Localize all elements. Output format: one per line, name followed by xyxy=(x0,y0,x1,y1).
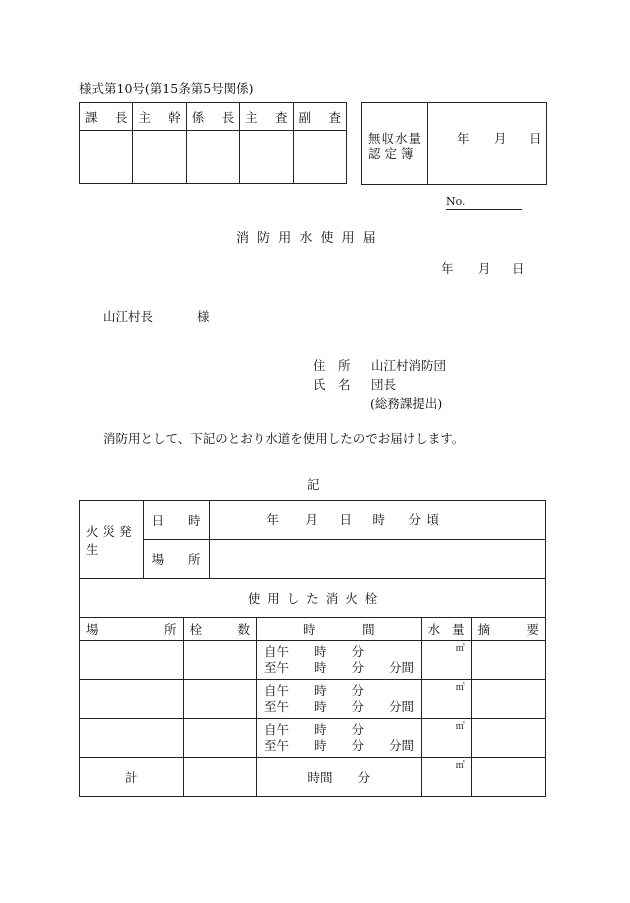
approval-header-kacho: 課 長 xyxy=(80,103,133,131)
table-row xyxy=(80,719,546,758)
row-time-from: 自午 時 分 xyxy=(263,644,364,659)
cubic-meter-unit: ㎥ xyxy=(455,644,465,654)
sender-address-label: 住 所 xyxy=(313,358,351,373)
row-time-to: 至午 時 分 分間 xyxy=(263,738,414,753)
form-number: 様式第10号(第15条第5号関係) xyxy=(79,81,254,96)
cubic-meter-unit: ㎥ xyxy=(455,683,465,693)
approval-header-kakaricho: 係 長 xyxy=(186,103,239,131)
fire-month-unit: 月 xyxy=(305,512,319,527)
fire-day-unit: 日 xyxy=(339,512,353,527)
register-year: 年 xyxy=(457,131,470,146)
row-remarks-cell[interactable] xyxy=(471,641,545,680)
row-place-cell[interactable] xyxy=(80,719,184,758)
stamp-cell[interactable] xyxy=(133,131,186,184)
fire-datetime-field[interactable] xyxy=(209,501,546,540)
document-number-field[interactable] xyxy=(446,195,522,210)
stamp-cell[interactable] xyxy=(80,131,133,184)
fire-water-usage-table xyxy=(79,500,546,797)
date-year: 年 xyxy=(441,261,454,276)
fire-place-label: 場 所 xyxy=(143,540,209,579)
register-day: 日 xyxy=(529,131,542,146)
fire-datetime-label: 日 時 xyxy=(143,501,209,540)
stamp-cell[interactable] xyxy=(240,131,293,184)
row-remarks-cell[interactable] xyxy=(471,680,545,719)
row-water-cell[interactable] xyxy=(421,641,471,680)
sender-address-value: 山江村消防団 xyxy=(371,358,447,373)
fire-place-field[interactable] xyxy=(209,540,546,579)
fire-hour-unit: 時 xyxy=(372,512,386,527)
column-time: 時 間 xyxy=(256,618,421,641)
total-row xyxy=(80,758,546,797)
row-remarks-cell[interactable] xyxy=(471,719,545,758)
approval-header-fukusa: 副 査 xyxy=(293,103,346,131)
stamp-cell[interactable] xyxy=(293,131,346,184)
row-water-cell[interactable] xyxy=(421,719,471,758)
stamp-cell[interactable] xyxy=(186,131,239,184)
approval-header-shukan: 主 幹 xyxy=(133,103,186,131)
row-water-cell[interactable] xyxy=(421,680,471,719)
fire-year-unit: 年 xyxy=(266,512,280,527)
register-label-line2: 認 定 簿 xyxy=(368,146,414,161)
date-month: 月 xyxy=(478,261,491,276)
row-count-cell[interactable] xyxy=(183,719,256,758)
sender-name-label: 氏 名 xyxy=(313,377,351,392)
fire-minute-unit: 分 xyxy=(408,512,422,527)
row-place-cell[interactable] xyxy=(80,641,184,680)
approval-stamp-table xyxy=(79,102,347,184)
row-time-cell[interactable] xyxy=(256,719,421,758)
row-time-from: 自午 時 分 xyxy=(263,683,364,698)
hydrant-heading: 使 用 し た 消 火 栓 xyxy=(80,579,546,618)
row-time-cell[interactable] xyxy=(256,680,421,719)
total-time-label: 時間 分 xyxy=(307,770,371,785)
sender-name-value: 団長 xyxy=(371,377,397,392)
cubic-meter-unit: ㎥ xyxy=(455,761,465,771)
row-count-cell[interactable] xyxy=(183,641,256,680)
table-row xyxy=(80,680,546,719)
column-count: 栓 数 xyxy=(183,618,256,641)
row-time-from: 自午 時 分 xyxy=(263,722,364,737)
fire-occurrence-label: 火 災 発 生 xyxy=(80,501,144,579)
total-time-cell[interactable] xyxy=(256,758,421,797)
table-row xyxy=(80,641,546,680)
row-count-cell[interactable] xyxy=(183,680,256,719)
ki-heading: 記 xyxy=(307,477,320,492)
approval-header-shusa: 主 査 xyxy=(240,103,293,131)
total-count-cell[interactable] xyxy=(183,758,256,797)
column-remarks: 摘 要 xyxy=(471,618,545,641)
row-time-to: 至午 時 分 分間 xyxy=(263,660,414,675)
addressee-name: 山江村長 xyxy=(103,309,154,324)
document-number-label: No. xyxy=(446,195,466,208)
sender-note: (総務課提出) xyxy=(370,396,443,411)
row-time-cell[interactable] xyxy=(256,641,421,680)
addressee-honorific: 様 xyxy=(197,309,210,324)
register-box xyxy=(361,102,547,185)
column-place: 場 所 xyxy=(80,618,184,641)
cubic-meter-unit: ㎥ xyxy=(455,722,465,732)
register-month: 月 xyxy=(494,131,507,146)
column-water: 水 量 xyxy=(421,618,471,641)
total-label: 計 xyxy=(80,758,184,797)
total-remarks-cell[interactable] xyxy=(471,758,545,797)
date-day: 日 xyxy=(512,261,525,276)
row-time-to: 至午 時 分 分間 xyxy=(263,699,414,714)
row-place-cell[interactable] xyxy=(80,680,184,719)
fire-approx-unit: 頃 xyxy=(426,512,440,527)
page-title: 消 防 用 水 使 用 届 xyxy=(236,231,376,246)
register-label-line1: 無収水量 xyxy=(368,131,423,146)
body-text: 消防用として、下記のとおり水道を使用したのでお届けします。 xyxy=(103,431,465,446)
total-water-cell[interactable] xyxy=(421,758,471,797)
